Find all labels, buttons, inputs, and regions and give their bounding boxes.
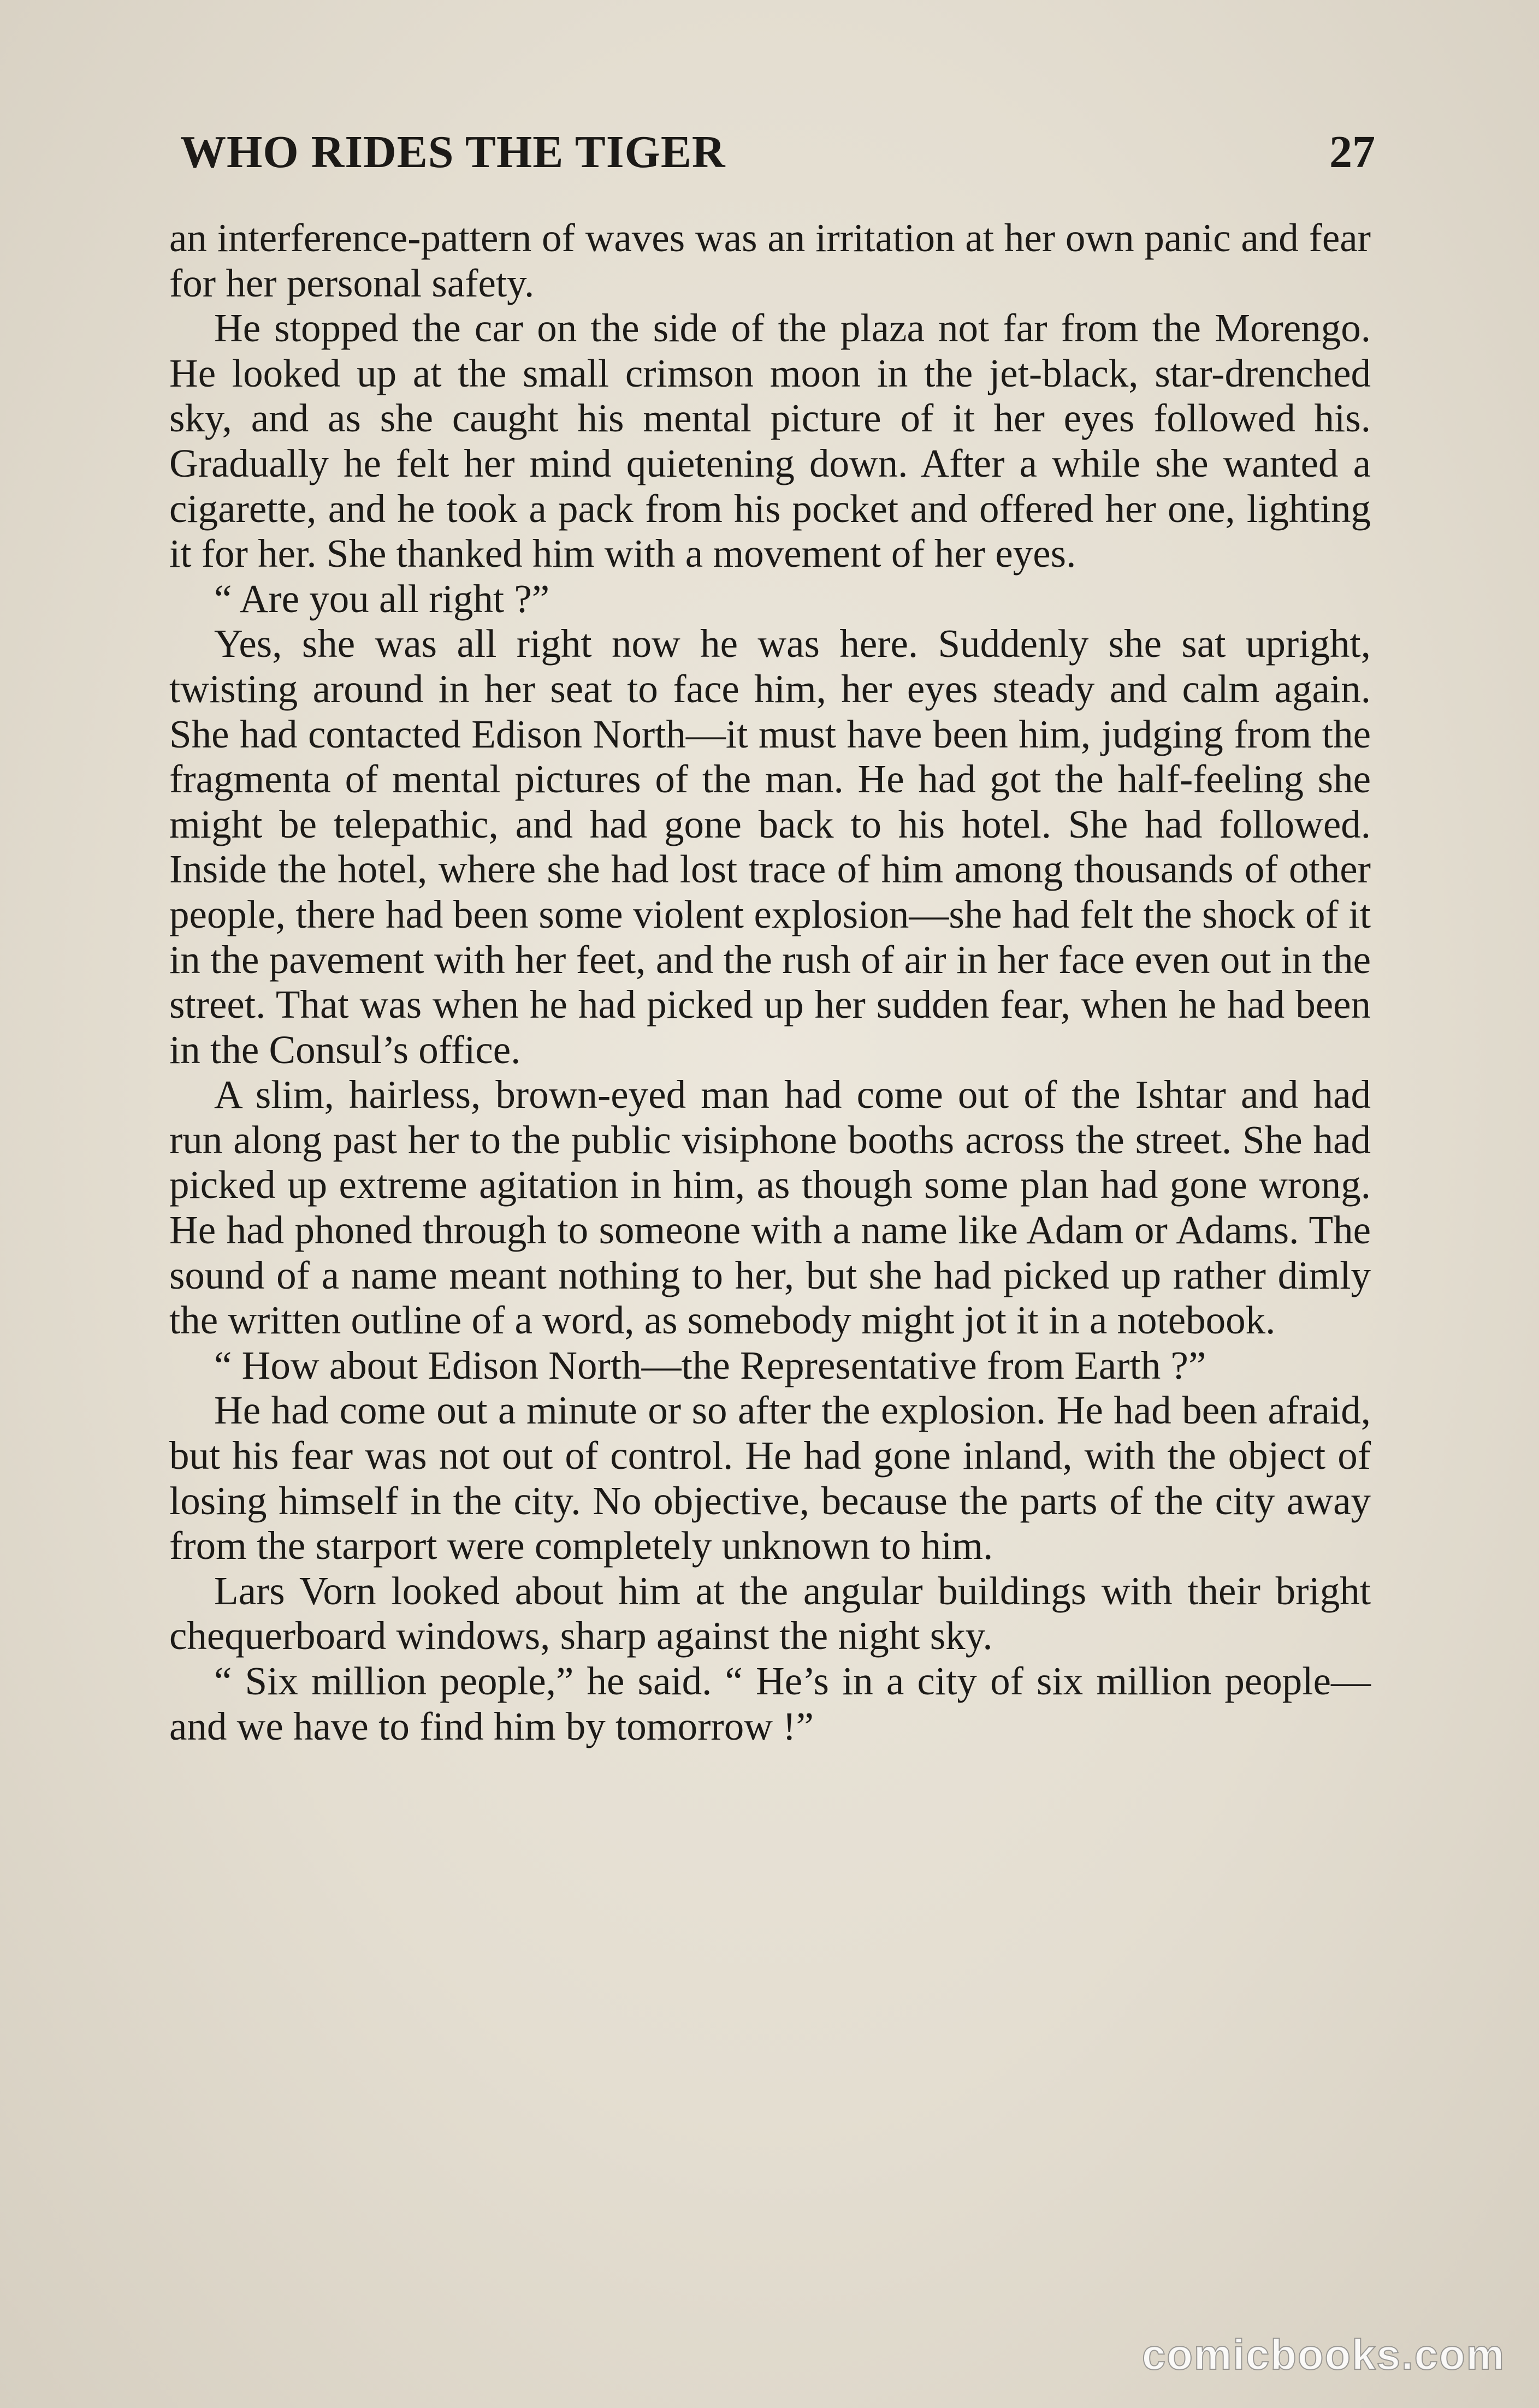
paragraph-1: an interference-pattern of waves was an irritation at her own panic and fear for her personal safety. [169, 216, 1371, 305]
body-text [169, 216, 1371, 1749]
paragraph-8: Lars Vorn looked about him at the angular buildings with their bright chequerboard windows, sharp against the night sky. [169, 1568, 1371, 1658]
watermark: comicbooks.com [1141, 2330, 1505, 2379]
paragraph-2: He stopped the car on the side of the plaza not far from the Morengo. He looked up at the small crimson moon in the jet-black, star-drenched sky, and as she caught his mental picture of it her eyes followed his. Gradually he felt her mind quietening down. After a while she wanted a cigarette, and he took a pack from his pocket and offered her one, lighting it for her. She thanked him with a movement of her eyes. [169, 306, 1371, 576]
paragraph-3: “ Are you all right ?” [214, 576, 550, 621]
page-header [180, 119, 1375, 185]
paragraph-6: “ How about Edison North—the Representative from Earth ?” [214, 1343, 1206, 1387]
running-head: WHO RIDES THE TIGER [180, 126, 726, 177]
page-number: 27 [1329, 126, 1375, 177]
paragraph-5: A slim, hairless, brown-eyed man had come out of the Ishtar and had run along past her to the public visiphone booths across the street. She had picked up extreme agitation in him, as though some plan had gone wrong. He had phoned through to someone with a name like Adam or Adams. The sound of a name meant nothing to her, but she had picked up rather dimly the written outline of a word, as somebody might jot it in a notebook. [169, 1072, 1371, 1343]
paragraph-4: Yes, she was all right now he was here. Suddenly she sat upright, twisting around in her seat to face him, her eyes steady and calm again. She had contacted Edison North—it must have been him, judging from the fragmenta of mental pictures of the man. He had got the half-feeling she might be telepathic, and had gone back to his hotel. She had followed. Inside the hotel, where she had lost trace of him among thousands of other people, there had been some violent explosion—she had felt the shock of it in the pavement with her feet, and the rush of air in her face even out in the street. That was when he had picked up her sudden fear, when he had been in the Consul’s office. [169, 621, 1371, 1072]
paragraph-9: “ Six million people,” he said. “ He’s in a city of six million people—and we have to find him by tomorrow !” [169, 1659, 1371, 1748]
paragraph-7: He had come out a minute or so after the explosion. He had been afraid, but his fear was not out of control. He had gone inland, with the object of losing himself in the city. No objective, because the parts of the city away from the starport were completely unknown to him. [169, 1388, 1371, 1568]
